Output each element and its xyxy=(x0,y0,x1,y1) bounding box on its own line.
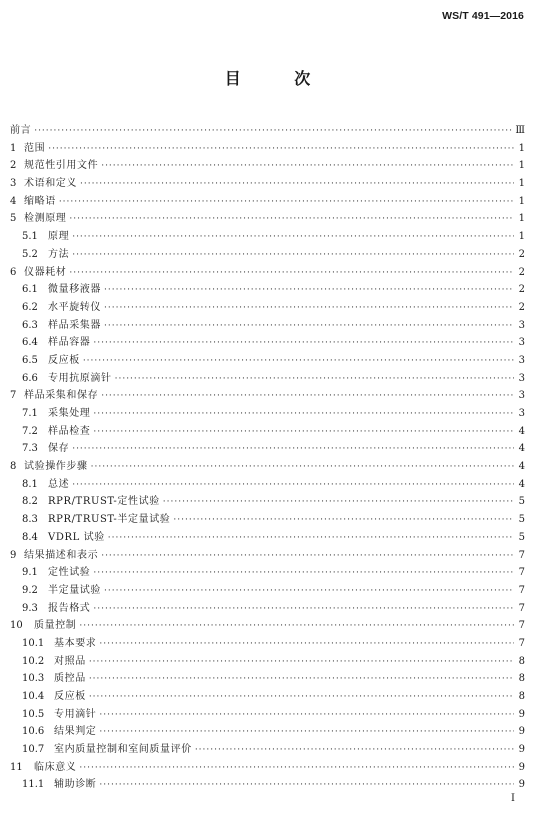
toc-entry[interactable] xyxy=(10,121,525,139)
toc-entry-page: 9 xyxy=(518,761,525,773)
toc-entry-label: 保存 xyxy=(48,443,70,455)
toc-entry-page: 7 xyxy=(518,549,525,561)
toc-entry-number: 1 xyxy=(10,142,17,154)
toc-leader-dots xyxy=(99,639,514,649)
toc-entry-page: 9 xyxy=(518,708,525,720)
toc-entry[interactable] xyxy=(10,616,525,634)
toc-entry[interactable] xyxy=(10,740,525,758)
toc-entry-page: 1 xyxy=(518,213,525,225)
toc-entry-page: 7 xyxy=(518,584,525,596)
toc-entry-label: 检测原理 xyxy=(24,213,67,225)
toc-entry-page: 8 xyxy=(518,655,525,667)
toc-entry-number: 9.2 xyxy=(22,584,38,596)
toc-entry[interactable] xyxy=(10,457,525,475)
toc-entry-number: 6.3 xyxy=(22,319,38,331)
toc-entry-page: 1 xyxy=(518,231,525,243)
toc-entry-label: VDRL 试验 xyxy=(48,531,105,543)
toc-entry[interactable] xyxy=(10,351,525,369)
toc-entry-page: 1 xyxy=(518,195,525,207)
toc-entry-page: 5 xyxy=(518,496,525,508)
toc-entry-number: 2 xyxy=(10,160,17,172)
toc-entry-number: 7.2 xyxy=(22,425,38,437)
toc-leader-dots xyxy=(91,462,514,472)
toc-leader-dots xyxy=(72,250,514,260)
toc-entry[interactable] xyxy=(10,634,525,652)
toc-leader-dots xyxy=(101,161,514,171)
toc-entry-page: 4 xyxy=(518,478,525,490)
toc-entry-label: 方法 xyxy=(48,248,70,260)
toc-entry[interactable] xyxy=(10,599,525,617)
toc-entry-number: 9.3 xyxy=(22,602,38,614)
toc-entry-page: 8 xyxy=(518,691,525,702)
toc-leader-dots xyxy=(115,374,514,384)
toc-entry-page: 1 xyxy=(518,160,525,172)
toc-entry-label: 临床意义 xyxy=(34,761,77,773)
toc-entry-label: 原理 xyxy=(48,231,70,243)
toc-entry-number: 8.4 xyxy=(22,531,38,543)
toc-entry-page: 2 xyxy=(518,301,525,313)
toc-entry[interactable] xyxy=(10,139,525,157)
toc-entry-page: 3 xyxy=(518,337,525,349)
toc-entry[interactable] xyxy=(10,722,525,740)
toc-entry[interactable] xyxy=(10,386,525,404)
toc-entry-page: 7 xyxy=(518,602,525,614)
toc-entry-label: 基本要求 xyxy=(54,637,97,649)
toc-entry-page: 9 xyxy=(518,779,525,791)
toc-entry[interactable] xyxy=(10,581,525,599)
toc-entry-number: 5.2 xyxy=(22,248,38,260)
toc-entry-page: 4 xyxy=(518,461,525,473)
toc-leader-dots xyxy=(93,568,514,578)
toc-entry[interactable] xyxy=(10,174,525,192)
toc-entry-page: 7 xyxy=(518,567,525,579)
toc-entry-page: 3 xyxy=(518,319,525,331)
toc-entry[interactable] xyxy=(10,209,525,227)
toc-entry-page: 5 xyxy=(518,531,525,543)
toc-entry-number: 7.3 xyxy=(22,443,38,455)
toc-leader-dots xyxy=(89,692,514,702)
toc-entry-number: 10.6 xyxy=(22,726,45,738)
toc-entry[interactable] xyxy=(10,492,525,510)
toc-entry-label: 报告格式 xyxy=(48,602,91,614)
toc-leader-dots xyxy=(108,533,514,543)
toc-entry-number: 6.6 xyxy=(22,372,38,384)
toc-leader-dots xyxy=(104,586,514,596)
toc-entry-label: 专用抗原滴针 xyxy=(48,372,112,384)
toc-entry[interactable] xyxy=(10,687,525,705)
toc-entry-page: 9 xyxy=(518,744,525,756)
toc-entry-number: 9 xyxy=(10,549,17,561)
toc-entry-label: 反应板 xyxy=(54,691,86,702)
toc-entry-page: 4 xyxy=(518,443,525,455)
toc-leader-dots xyxy=(72,444,514,454)
toc-entry-label: 采集处理 xyxy=(48,408,91,419)
toc-entry-number: 5 xyxy=(10,213,17,225)
toc-entry-label: 结果判定 xyxy=(54,726,97,738)
toc-entry-label: 缩略语 xyxy=(24,195,56,207)
toc-entry[interactable] xyxy=(10,758,525,776)
toc-entry-label: 样品检查 xyxy=(48,425,91,437)
toc-leader-dots xyxy=(69,214,514,224)
toc-entry-label: 质量控制 xyxy=(34,620,77,632)
toc-entry-number: 11.1 xyxy=(22,779,45,791)
toc-entry-number: 9.1 xyxy=(22,567,38,579)
toc-entry-label: 总述 xyxy=(48,478,70,490)
toc-leader-dots xyxy=(83,356,514,366)
toc-entry-page: Ⅲ xyxy=(515,125,525,136)
toc-entry-number: 4 xyxy=(10,195,17,207)
toc-entry-label: 样品采集器 xyxy=(48,319,101,331)
toc-entry-number: 7.1 xyxy=(22,408,38,419)
toc-entry-label: 仪器耗材 xyxy=(24,266,67,278)
toc-entry[interactable] xyxy=(10,439,525,457)
toc-entry-page: 2 xyxy=(518,266,525,278)
toc-entry-page: 2 xyxy=(518,284,525,296)
toc-entry-page: 9 xyxy=(518,726,525,738)
toc-entry-number: 10.3 xyxy=(22,673,45,685)
toc-entry-page: 7 xyxy=(518,637,525,649)
footer-page-number: I xyxy=(511,793,515,804)
toc-entry-number: 7 xyxy=(10,390,17,402)
toc-entry-number: 10.7 xyxy=(22,744,45,756)
toc-leader-dots xyxy=(93,604,514,614)
toc-entry[interactable] xyxy=(10,475,525,493)
toc-entry-number: 6.5 xyxy=(22,354,38,366)
toc-entry-page: 3 xyxy=(518,408,525,419)
toc-leader-dots xyxy=(79,621,514,631)
toc-leader-dots xyxy=(101,551,514,561)
toc-entry-number: 10.5 xyxy=(22,708,45,720)
toc-entry[interactable] xyxy=(10,669,525,687)
toc-entry-page: 7 xyxy=(518,620,525,632)
toc-leader-dots xyxy=(72,480,514,490)
toc-entry[interactable] xyxy=(10,280,525,298)
toc-leader-dots xyxy=(104,303,514,313)
toc-entry-number: 6.4 xyxy=(22,337,38,349)
toc-entry[interactable] xyxy=(10,775,525,793)
toc-entry-number: 6.1 xyxy=(22,284,38,296)
toc-entry[interactable] xyxy=(10,333,525,351)
toc-entry[interactable] xyxy=(10,245,525,263)
toc-leader-dots xyxy=(99,780,514,790)
toc-entry-page: 3 xyxy=(518,390,525,402)
toc-leader-dots xyxy=(93,338,514,348)
toc-leader-dots xyxy=(79,763,514,773)
table-of-contents xyxy=(10,121,525,793)
toc-entry-number: 10.2 xyxy=(22,655,45,667)
toc-leader-dots xyxy=(59,197,514,207)
toc-entry-label: 术语和定义 xyxy=(24,178,77,190)
toc-entry-page: 5 xyxy=(518,514,525,526)
toc-entry[interactable] xyxy=(10,369,525,387)
toc-entry[interactable] xyxy=(10,705,525,723)
toc-entry-number: 11 xyxy=(10,761,23,773)
toc-entry[interactable] xyxy=(10,316,525,334)
toc-entry-label: 试验操作步骤 xyxy=(24,461,88,473)
toc-leader-dots xyxy=(89,657,514,667)
toc-entry-label: 对照品 xyxy=(54,655,86,667)
toc-leader-dots xyxy=(104,321,514,331)
toc-entry-page: 1 xyxy=(518,178,525,190)
toc-entry[interactable] xyxy=(10,156,525,174)
toc-entry[interactable] xyxy=(10,563,525,581)
toc-entry-label: 辅助诊断 xyxy=(54,779,97,791)
toc-leader-dots xyxy=(104,285,514,295)
toc-entry-number: 6 xyxy=(10,266,17,278)
toc-leader-dots xyxy=(93,409,514,419)
toc-leader-dots xyxy=(99,710,514,720)
toc-leader-dots xyxy=(93,427,514,437)
toc-entry-label: 专用滴针 xyxy=(54,708,97,720)
toc-entry-number: 10.1 xyxy=(22,637,45,649)
toc-entry-label: 微量移液器 xyxy=(48,284,101,296)
toc-entry-number: 8.1 xyxy=(22,478,38,490)
toc-leader-dots xyxy=(48,144,514,154)
toc-entry[interactable] xyxy=(10,192,525,210)
toc-entry-page: 4 xyxy=(518,425,525,437)
toc-entry-page: 3 xyxy=(518,372,525,384)
toc-entry[interactable] xyxy=(10,546,525,564)
toc-entry-label: 样品容器 xyxy=(48,337,91,349)
toc-entry-page: 3 xyxy=(518,354,525,366)
toc-entry-label: 质控品 xyxy=(54,673,86,685)
toc-entry-label: RPR/TRUST-半定量试验 xyxy=(48,514,171,526)
toc-leader-dots xyxy=(72,232,514,242)
toc-entry[interactable] xyxy=(10,263,525,281)
toc-entry-number: 10.4 xyxy=(22,691,45,702)
toc-entry[interactable] xyxy=(10,422,525,440)
toc-entry-label: 半定量试验 xyxy=(48,584,101,596)
toc-entry-label: RPR/TRUST-定性试验 xyxy=(48,496,160,508)
toc-leader-dots xyxy=(69,268,514,278)
toc-entry-number: 5.1 xyxy=(22,231,38,243)
toc-entry-label: 结果描述和表示 xyxy=(24,549,99,561)
toc-entry-page: 8 xyxy=(518,673,525,685)
toc-entry-number: 3 xyxy=(10,178,17,190)
toc-entry-label: 室内质量控制和室间质量评价 xyxy=(54,744,192,756)
page-title: 目 次 xyxy=(224,69,335,88)
toc-leader-dots xyxy=(173,515,514,525)
toc-leader-dots xyxy=(101,391,514,401)
toc-entry-label: 样品采集和保存 xyxy=(24,390,99,402)
toc-entry-label: 规范性引用文件 xyxy=(24,160,99,172)
toc-entry-page: 2 xyxy=(518,248,525,260)
toc-leader-dots xyxy=(80,179,514,189)
toc-entry-label: 范围 xyxy=(24,142,46,154)
toc-entry[interactable] xyxy=(10,510,525,528)
toc-entry[interactable] xyxy=(10,652,525,670)
toc-leader-dots xyxy=(99,727,514,737)
toc-entry[interactable] xyxy=(10,298,525,316)
toc-entry-number: 8.2 xyxy=(22,496,38,508)
toc-entry-label: 定性试验 xyxy=(48,567,91,579)
toc-entry-number: 8.3 xyxy=(22,514,38,526)
toc-entry-label: 水平旋转仪 xyxy=(48,301,101,313)
toc-leader-dots xyxy=(163,497,514,507)
toc-leader-dots xyxy=(34,126,512,136)
toc-entry[interactable] xyxy=(10,528,525,546)
toc-entry-label: 反应板 xyxy=(48,354,80,366)
toc-entry[interactable] xyxy=(10,227,525,245)
toc-entry-number: 10 xyxy=(10,620,23,632)
toc-entry-page: 1 xyxy=(518,142,525,154)
standard-code: WS/T 491—2016 xyxy=(442,10,524,22)
toc-entry-number: 6.2 xyxy=(22,301,38,313)
toc-entry-number: 8 xyxy=(10,461,17,473)
toc-leader-dots xyxy=(89,674,514,684)
toc-leader-dots xyxy=(195,745,514,755)
toc-entry[interactable] xyxy=(10,404,525,422)
toc-entry-label: 前言 xyxy=(10,125,32,136)
